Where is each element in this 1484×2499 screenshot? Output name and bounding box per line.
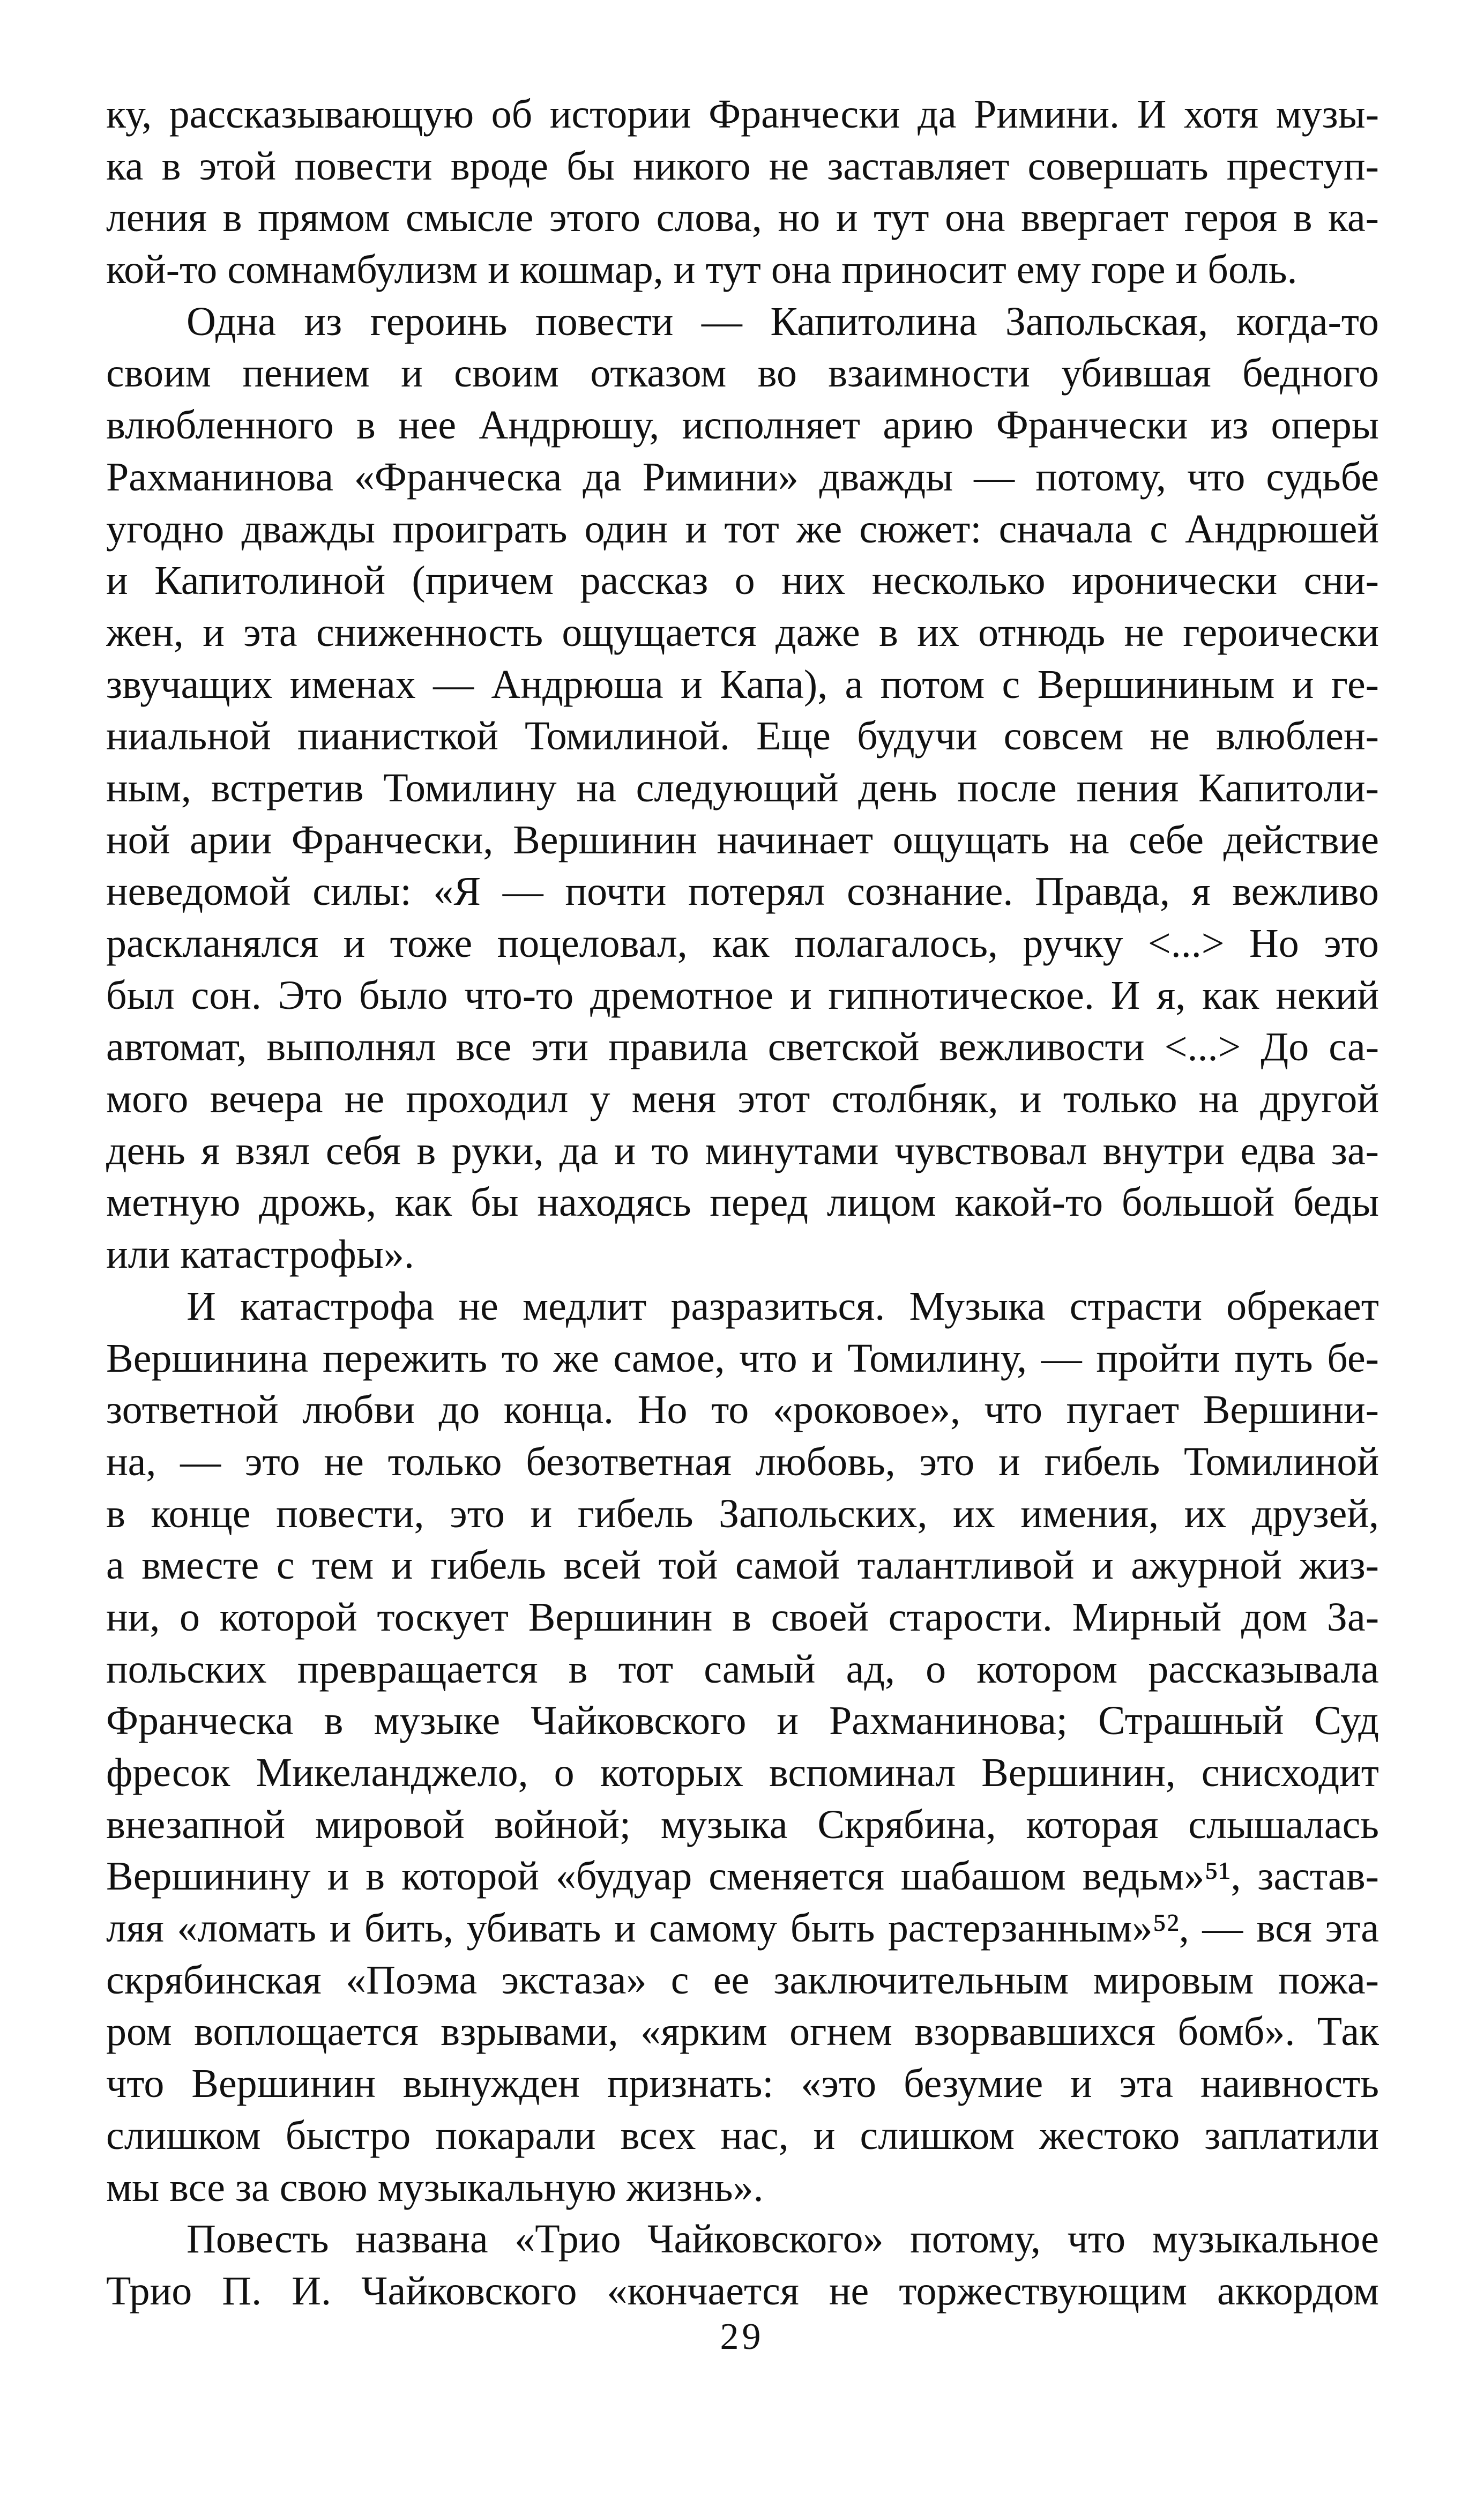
text-line: зответной любви до конца. Но то «роковое», что пугает Вершини- bbox=[106, 1387, 1379, 1433]
text-line: ляя «ломать и бить, убивать и самому быть растерзанным»⁵², — вся эта bbox=[106, 1906, 1379, 1951]
text-line: И катастрофа не медлит разразиться. Музыка страсти обрекает bbox=[187, 1283, 1379, 1329]
page-number: 29 bbox=[720, 2316, 764, 2357]
text-line: неведомой силы: «Я — почти потерял сознание. Правда, я вежливо bbox=[106, 869, 1379, 914]
text-line: Повесть названа «Трио Чайковского» потому, что музыкальное bbox=[187, 2217, 1379, 2262]
text-line: в конце повести, это и гибель Запольских, их имения, их друзей, bbox=[106, 1491, 1379, 1536]
text-line: ления в прямом смысле этого слова, но и тут она ввергает героя в ка- bbox=[106, 195, 1379, 241]
text-line: внезапной мировой войной; музыка Скрябина, которая слышалась bbox=[106, 1802, 1379, 1847]
text-line: влюбленного в нее Андрюшу, исполняет арию Франчески из оперы bbox=[106, 403, 1379, 448]
text-line: был сон. Это было что-то дремотное и гипнотическое. И я, как некий bbox=[106, 972, 1379, 1018]
text-line: ни, о которой тоскует Вершинин в своей старости. Мирный дом За- bbox=[106, 1594, 1379, 1640]
text-line: метную дрожь, как бы находясь перед лицом какой-то большой беды bbox=[106, 1180, 1379, 1225]
text-line: ным, встретив Томилину на следующий день после пения Капитоли- bbox=[106, 765, 1379, 810]
text-line: ром воплощается взрывами, «ярким огнем взорвавшихся бомб». Так bbox=[106, 2009, 1379, 2055]
text-line: скрябинская «Поэма экстаза» с ее заключительным мировым пожа- bbox=[106, 1957, 1379, 2003]
text-line: ку, рассказывающую об истории Франчески да Римини. И хотя музы- bbox=[106, 92, 1379, 137]
text-line: своим пением и своим отказом во взаимности убившая бедного bbox=[106, 351, 1379, 396]
text-line: и Капитолиной (причем рассказ о них несколько иронически сни- bbox=[106, 558, 1379, 604]
body-text bbox=[106, 88, 1379, 2317]
text-line: день я взял себя в руки, да и то минутами чувствовал внутри едва за- bbox=[106, 1128, 1379, 1173]
text-line: мы все за свою музыкальную жизнь». bbox=[106, 2165, 764, 2210]
text-line: фресок Микеланджело, о которых вспоминал Вершинин, снисходит bbox=[106, 1750, 1379, 1795]
text-line: Одна из героинь повести — Капитолина Запольская, когда-то bbox=[187, 299, 1379, 344]
text-line: мого вечера не проходил у меня этот столбняк, и только на другой bbox=[106, 1076, 1379, 1122]
text-line: Трио П. И. Чайковского «кончается не торжествующим аккордом bbox=[106, 2268, 1379, 2314]
text-line: автомат, выполнял все эти правила светской вежливости <...> До са- bbox=[106, 1024, 1379, 1070]
text-line: жен, и эта сниженность ощущается даже в их отнюдь не героически bbox=[106, 609, 1379, 655]
text-line: Вершинина пережить то же самое, что и Томилину, — пройти путь бе- bbox=[106, 1335, 1379, 1381]
text-line: Вершинину и в которой «будуар сменяется шабашом ведьм»⁵¹, застав- bbox=[106, 1854, 1379, 1899]
text-line: слишком быстро покарали всех нас, и слишком жестоко заплатили bbox=[106, 2113, 1379, 2158]
text-line: или катастрофы». bbox=[106, 1232, 414, 1277]
text-line: ной арии Франчески, Вершинин начинает ощущать на себе действие bbox=[106, 817, 1379, 862]
text-line: что Вершинин вынужден признать: «это безумие и эта наивность bbox=[106, 2061, 1379, 2107]
text-line: Франческа в музыке Чайковского и Рахманинова; Страшный Суд bbox=[106, 1698, 1379, 1744]
text-line: Рахманинова «Франческа да Римини» дважды — потому, что судьбе bbox=[106, 454, 1379, 500]
text-line: а вместе с тем и гибель всей той самой талантливой и ажурной жиз- bbox=[106, 1543, 1379, 1588]
text-line: кой-то сомнамбулизм и кошмар, и тут она приносит ему горе и боль. bbox=[106, 247, 1297, 293]
text-line: угодно дважды проиграть один и тот же сюжет: сначала с Андрюшей bbox=[106, 506, 1379, 552]
text-line: польских превращается в тот самый ад, о котором рассказывала bbox=[106, 1646, 1379, 1692]
text-line: звучащих именах — Андрюша и Капа), а потом с Вершининым и ге- bbox=[106, 661, 1379, 707]
text-line: на, — это не только безответная любовь, это и гибель Томилиной bbox=[106, 1439, 1379, 1484]
text-line: ка в этой повести вроде бы никого не заставляет совершать преступ- bbox=[106, 143, 1379, 189]
text-line: ниальной пианисткой Томилиной. Еще будучи совсем не влюблен- bbox=[106, 713, 1379, 759]
text-line: раскланялся и тоже поцеловал, как полагалось, ручку <...> Но это bbox=[106, 921, 1379, 966]
